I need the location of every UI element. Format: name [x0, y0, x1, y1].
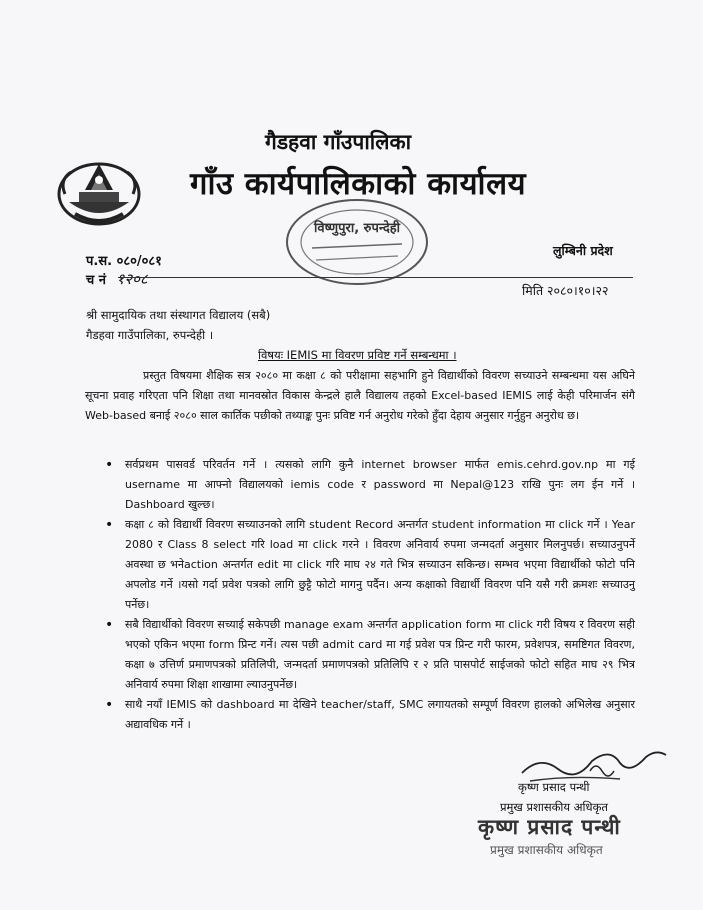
org-name: गैडहवा गाँउपालिका	[265, 130, 412, 154]
bullet-icon: •	[105, 517, 114, 533]
header-divider	[118, 277, 633, 278]
signatory-title: प्रमुख प्रशासकीय अधिकृत	[500, 800, 608, 814]
office-name: गाँउ कार्यपालिकाको कार्यालय	[190, 166, 527, 202]
body-paragraph: प्रस्तुत विषयमा शैक्षिक सत्र २०८० मा कक्षा ८ को परीक्षामा सहभागि हुने विद्यार्थीको विवरण सच्याउने सम्बन्धमा यस अघिने सूचना प्रवाह गरिएता पनि शिक्षा तथा मानवस्रोत विकास केन्द्रले हालै विद्यालय तहको Excel-based IEMIS लाई केही परिमार्जन संगै Web-based बनाई २०८० साल कार्तिक पछीको तथ्याङ्क पुनः प्रविष्ट गर्न अनुरोध गरेको हुँदा देहाय अनुसार गर्नुहुन अनुरोध छ।	[85, 369, 635, 422]
dispatch-number	[86, 269, 148, 289]
recipient-line-2: गैडहवा गाउँपालिका, रुपन्देही ।	[86, 328, 214, 342]
name-stamp: कृष्ण प्रसाद पन्थी	[478, 815, 621, 839]
dispatch-label: च नं	[86, 273, 106, 288]
bullet-icon: •	[105, 617, 114, 633]
title-stamp: प्रमुख प्रशासकीय अधिकृत	[490, 843, 603, 857]
instruction-list	[85, 455, 635, 735]
list-item: • सर्वप्रथम पासवर्ड परिवर्तन गर्ने । त्यसको लागि कुनै internet browser मार्फत emis.cehrd.gov.np मा गई username मा आफ्नो विद्यालयको iemis code र password मा Nepal@123 राखि पुनः लग ईन गर्ने । Dashboard खुल्छ।	[105, 457, 635, 511]
dispatch-value: १२०८	[116, 270, 148, 288]
list-item: • कक्षा ८ को विद्यार्थी विवरण सच्याउनको लागि student Record अन्तर्गत student information मा click गर्ने । Year 2080 र Class 8 select गरि load मा click गरने । विवरण अनिवार्य रुपमा जन्मदर्ता अनुसार मिलनुपर्छ। सच्याउनुपर्ने अवस्था छ भनेaction अन्तर्गत edit मा click गरि माघ २४ गते भित्र सच्याउन सकिन्छ। सम्भव भएमा विद्यार्थीको फोटो पनि अपलोड गर्ने ।यसो गर्दा प्रवेश पत्रको लागि छुट्टै फोटो मागनु पर्दैन। अन्य कक्षाको विद्यार्थी विवरण पनि यसै गरी क्रमशः सच्याउनु पर्नेछ।	[105, 517, 635, 611]
subject-line: विषयः IEMIS मा विवरण प्रविष्ट गर्ने सम्बन्धमा ।	[258, 348, 457, 362]
signatory-name: कृष्ण प्रसाद पन्थी	[518, 780, 590, 794]
nepal-emblem-icon	[55, 150, 143, 228]
reference-number: प.स. ०८०/०८१	[86, 254, 162, 269]
bullet-icon: •	[105, 457, 114, 473]
office-stamp	[282, 196, 432, 288]
bullet-icon: •	[105, 697, 114, 713]
province: लुम्बिनी प्रदेश	[553, 243, 613, 258]
list-item: • सबै विद्यार्थीको विवरण सच्याई सकेपछी manage exam अन्तर्गत application form मा click गरी विषय र विवरण सही भएको एकिन भएमा form प्रिन्ट गर्ने। त्यस पछी admit card मा गई प्रवेश पत्र प्रिन्ट गरी फारम, प्रवेशपत्र, समष्टिगत विवरण, कक्षा ७ उत्तिर्ण प्रमाणपत्रको प्रतिलिपी, जन्मदर्ता प्रमाणपत्रको प्रतिलिपि र २ प्रति पासपोर्ट साईजको फोटो सहित माघ २९ भित्र अनिवार्य रुपमा शिक्षा शाखामा ल्याउनुपर्नेछ।	[105, 617, 635, 691]
recipient-line-1: श्री सामुदायिक तथा संस्थागत विद्यालय (सबै)	[86, 308, 271, 322]
letter-date: मिति २०८०।१०।२२	[522, 283, 609, 298]
stamp-text: विष्णुपुरा, रुपन्देही	[313, 221, 401, 236]
list-item: • साथै नयाँ IEMIS को dashboard मा देखिने teacher/staff, SMC लगायतको सम्पूर्ण विवरण हालको अभिलेख अनुसार अद्यावधिक गर्ने ।	[105, 697, 635, 731]
